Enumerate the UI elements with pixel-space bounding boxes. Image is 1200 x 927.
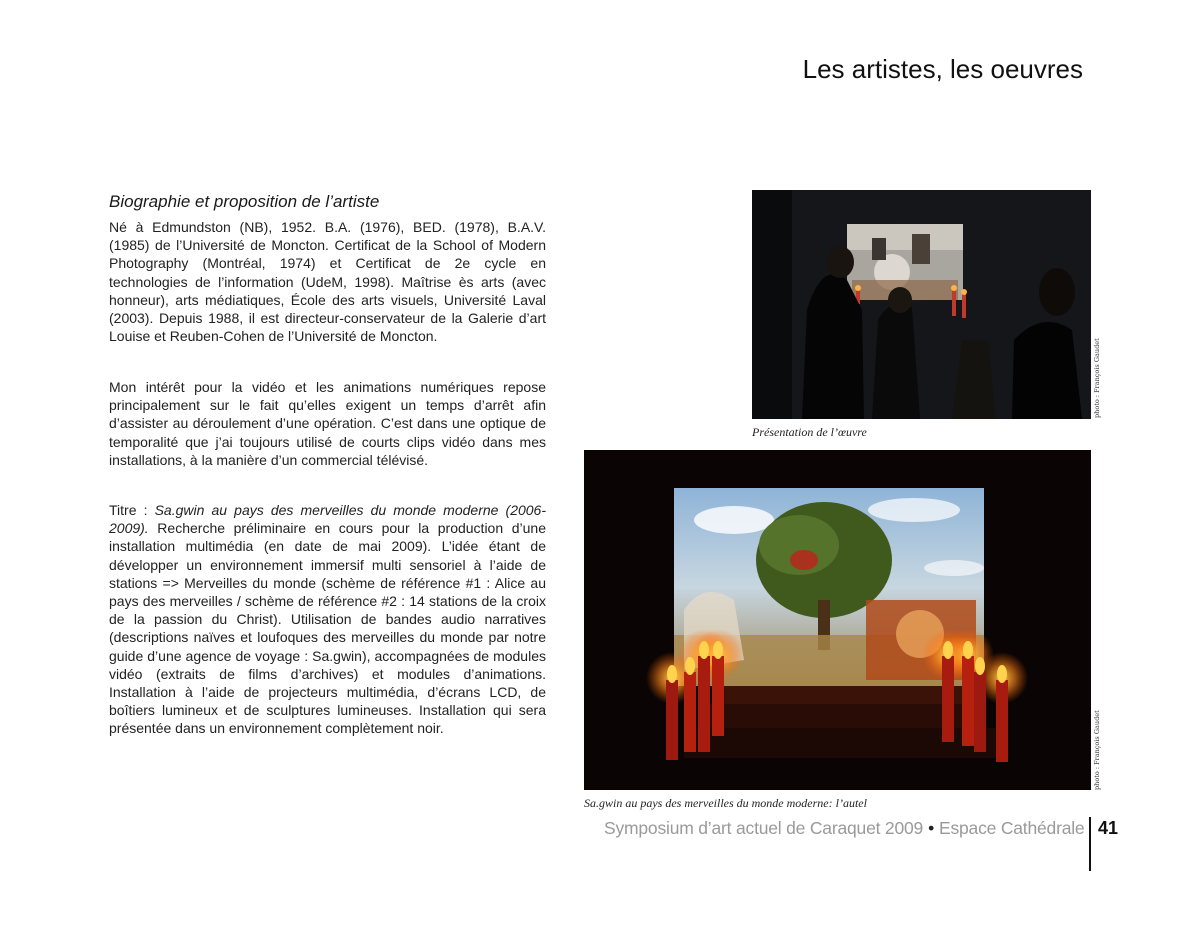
project-body: Recherche préliminaire en cours pour la production d’une installation multimédia (en date de mai 2009). L’idée étant de développer un environnement immersif multi sensoriel à l’aide de stations => Merveilles du monde (schème de référence #1 : Alice au pays des merveilles / schème de référence #2 : 14 stations de la croix de la passion du Christ). Utilisation de bandes audio narratives (descriptions naïves et loufoques des merveilles du monde par notre guide d’une agence de voyage : Sa.gwin), accompagnées de modules vidéo (extraits de films d’archives) et modules d’animations. Installation à l’aide de projecteurs multimédia, d’écrans LCD, de boîtiers lumineux et de sculptures lumineuses. Installation qui sera présentée dans un environnement complètement noir.: [109, 520, 546, 737]
footer-divider: [1089, 817, 1091, 871]
photo-credit: photo : François Gaudet: [1093, 710, 1101, 790]
footer-venue: Espace Cathédrale: [939, 818, 1085, 838]
audience-photo: [752, 190, 1091, 419]
footer: [604, 818, 1084, 839]
photo-credit: photo : François Gaudet: [1093, 338, 1101, 418]
project-title: Sa.gwin au pays des merveilles du monde moderne (2006-2009).: [109, 502, 546, 537]
statement-paragraph: Mon intérêt pour la vidéo et les animations numériques repose principalement sur le fait qu’elles exigent un temps d’arrêt afin d’assister au déroulement d’une opération. C’est dans une optique de temporalité que j’ai toujours utilisé de courts clips vidéo dans mes installations, à la manière d’un commercial télévisé.: [109, 379, 546, 468]
altar-photo: [584, 450, 1091, 790]
photo-caption: Sa.gwin au pays des merveilles du monde moderne: l’autel: [584, 796, 867, 810]
bio-heading: Biographie et proposition de l’artiste: [109, 192, 380, 211]
bio-paragraph: Né à Edmundston (NB), 1952. B.A. (1976), BED. (1978), B.A.V. (1985) de l’Université de Moncton. Certificat de la School of Modern Photography (Montréal, 1974) et Certificat de 2e cycle en technologies de l’information (UdeM, 1998). Maîtrise ès arts (avec honneur), arts médiatiques, École des arts visuels, Université Laval (2003). Depuis 1988, il est directeur-conservateur de la Galerie d’art Louise et Reuben-Cohen de l’Université de Moncton.: [109, 219, 546, 345]
project-prefix: Titre :: [109, 502, 155, 518]
section-title: Les artistes, les oeuvres: [802, 54, 1083, 84]
footer-event: Symposium d’art actuel de Caraquet 2009: [604, 818, 924, 838]
page-number: 41: [1098, 818, 1119, 838]
footer-bullet: •: [928, 818, 934, 838]
photo-caption: Présentation de l’œuvre: [752, 425, 867, 439]
project-paragraph: [109, 501, 546, 738]
